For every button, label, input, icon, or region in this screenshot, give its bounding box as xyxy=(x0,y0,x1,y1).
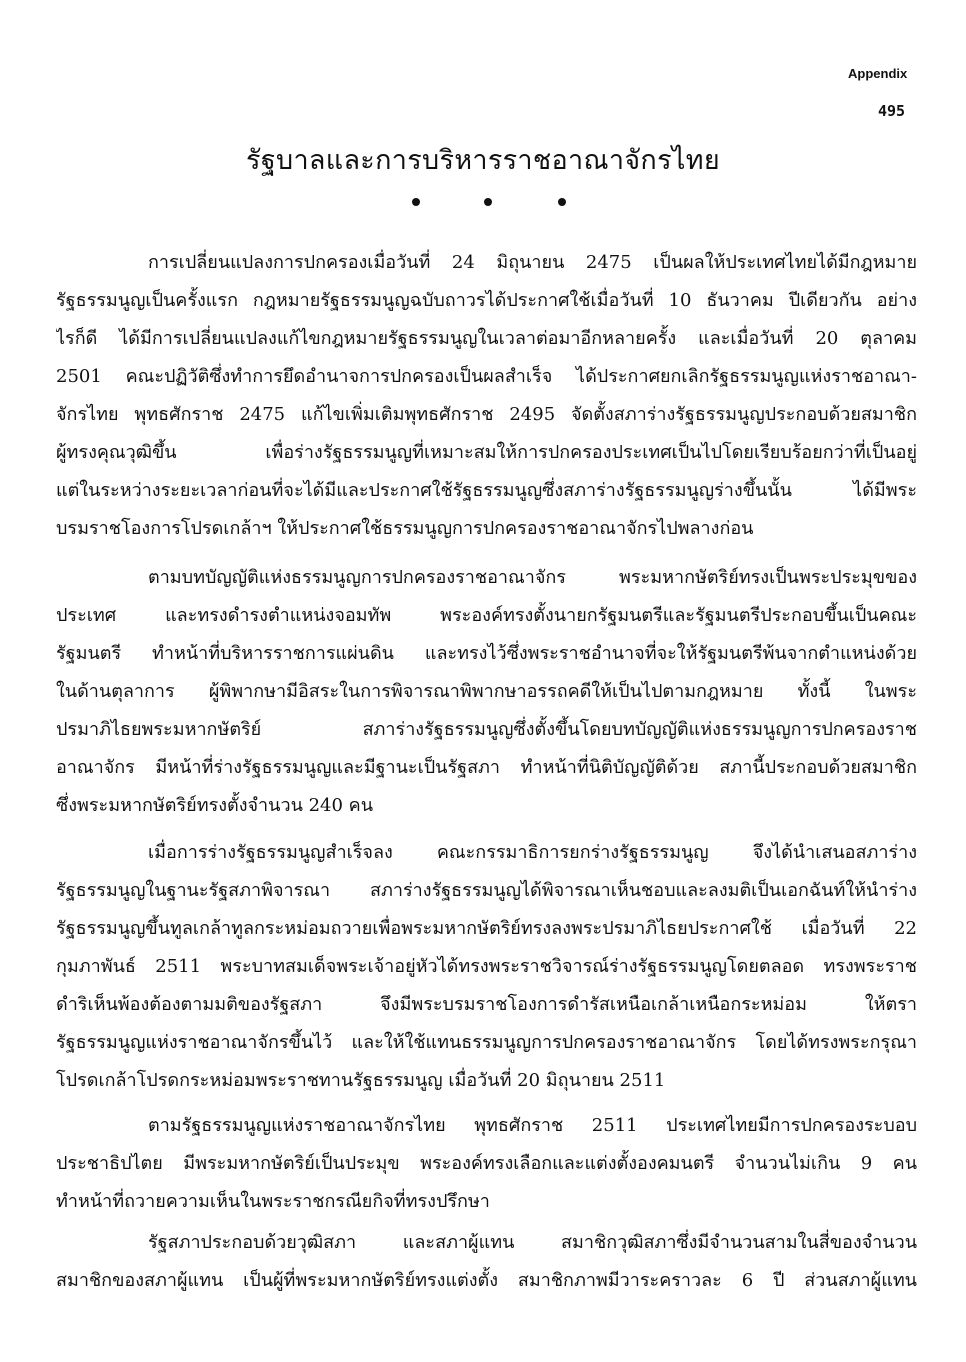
paragraph-1-line-5: จักรไทย พุทธศักราช 2475 แก้ไขเพิ่มเติมพุทธศักราช 2495 จัดตั้งสภาร่างรัฐธรรมนูญประกอบด้วยสมาชิก xyxy=(56,404,917,425)
paragraph-2-line-2: ประเทศ และทรงดำรงตำแหน่งจอมทัพ พระองค์ทรงตั้งนายกรัฐมนตรีและรัฐมนตรีประกอบขึ้นเป็นคณะ xyxy=(56,605,917,626)
paragraph-2-line-3: รัฐมนตรี ทำหน้าที่บริหารราชการแผ่นดิน และทรงไว้ซึ่งพระราชอำนาจที่จะให้รัฐมนตรีพ้นจากตำแหน่งด้วย xyxy=(56,643,917,664)
paragraph-1-line-2: รัฐธรรมนูญเป็นครั้งแรก กฎหมายรัฐธรรมนูญฉบับถาวรได้ประกาศใช้เมื่อวันที่ 10 ธันวาคม ปีเดียวกัน อย่าง xyxy=(56,290,917,311)
paragraph-3-line-6: รัฐธรรมนูญแห่งราชอาณาจักรขึ้นไว้ และให้ใช้แทนธรรมนูญการปกครองราชอาณาจักร โดยได้ทรงพระกรุณา xyxy=(56,1032,917,1053)
paragraph-1-line-6: ผู้ทรงคุณวุฒิขึ้น เพื่อร่างรัฐธรรมนูญที่เหมาะสมให้การปกครองประเทศเป็นไปโดยเรียบร้อยกว่าที่เป็นอยู่ xyxy=(56,442,917,463)
paragraph-2-line-1: ตามบทบัญญัติแห่งธรรมนูญการปกครองราชอาณาจักร พระมหากษัตริย์ทรงเป็นพระประมุขของ xyxy=(148,567,917,588)
paragraph-3-line-7: โปรดเกล้าโปรดกระหม่อมพระราชทานรัฐธรรมนูญ เมื่อวันที่ 20 มิถุนายน 2511 xyxy=(56,1070,666,1091)
paragraph-3-line-1: เมื่อการร่างรัฐธรรมนูญสำเร็จลง คณะกรรมาธิการยกร่างรัฐธรรมนูญ จึงได้นำเสนอสภาร่าง xyxy=(148,842,917,863)
page-number: 495 xyxy=(878,102,906,120)
paragraph-5-line-1: รัฐสภาประกอบด้วยวุฒิสภา และสภาผู้แทน สมาชิกวุฒิสภาซึ่งมีจำนวนสามในสี่ของจำนวน xyxy=(148,1232,917,1253)
page-title: รัฐบาลและการบริหารราชอาณาจักรไทย xyxy=(246,145,720,176)
paragraph-1-line-8: บรมราชโองการโปรดเกล้าฯ ให้ประกาศใช้ธรรมนูญการปกครองราชอาณาจักรไปพลางก่อน xyxy=(56,518,754,539)
paragraph-3-line-4: กุมภาพันธ์ 2511 พระบาทสมเด็จพระเจ้าอยู่หัวได้ทรงพระราชวิจารณ์ร่างรัฐธรรมนูญโดยตลอด ทรงพระราช xyxy=(56,956,917,977)
paragraph-2-line-7: ซึ่งพระมหากษัตริย์ทรงตั้งจำนวน 240 คน xyxy=(56,795,374,816)
appendix-label: Appendix xyxy=(848,66,908,81)
paragraph-2-line-6: อาณาจักร มีหน้าที่ร่างรัฐธรรมนูญและมีฐานะเป็นรัฐสภา ทำหน้าที่นิติบัญญัติด้วย สภานี้ประกอบด้วยสมาชิก xyxy=(56,757,917,778)
paragraph-1-line-7: แต่ในระหว่างระยะเวลาก่อนที่จะได้มีและประกาศใช้รัฐธรรมนูญซึ่งสภาร่างรัฐธรรมนูญร่างขึ้นนั้น ได้มีพระ xyxy=(56,480,917,501)
paragraph-3-line-3: รัฐธรรมนูญขึ้นทูลเกล้าทูลกระหม่อมถวายเพื่อพระมหากษัตริย์ทรงลงพระปรมาภิไธยประกาศใช้ เมื่อวันที่ 22 xyxy=(56,918,917,939)
separator-dot xyxy=(484,198,492,206)
separator-dot xyxy=(558,198,566,206)
paragraph-2-line-5: ปรมาภิไธยพระมหากษัตริย์ สภาร่างรัฐธรรมนูญซึ่งตั้งขึ้นโดยบทบัญญัติแห่งธรรมนูญการปกครองราช xyxy=(56,719,917,740)
paragraph-5-line-2: สมาชิกของสภาผู้แทน เป็นผู้ที่พระมหากษัตริย์ทรงแต่งตั้ง สมาชิกภาพมีวาระคราวละ 6 ปี ส่วนสภาผู้แทน xyxy=(56,1270,917,1291)
paragraph-1-line-3: ไรก็ดี ได้มีการเปลี่ยนแปลงแก้ไขกฎหมายรัฐธรรมนูญในเวลาต่อมาอีกหลายครั้ง และเมื่อวันที่ 20 ตุลาคม xyxy=(56,328,917,349)
section-separator xyxy=(0,198,966,218)
paragraph-4-line-3: ทำหน้าที่ถวายความเห็นในพระราชกรณียกิจที่ทรงปรึกษา xyxy=(56,1191,490,1212)
paragraph-3-line-5: ดำริเห็นพ้องต้องตามมติของรัฐสภา จึงมีพระบรมราชโองการดำรัสเหนือเกล้าเหนือกระหม่อม ให้ตรา xyxy=(56,994,917,1015)
paragraph-1-line-1: การเปลี่ยนแปลงการปกครองเมื่อวันที่ 24 มิถุนายน 2475 เป็นผลให้ประเทศไทยได้มีกฎหมาย xyxy=(148,252,917,273)
paragraph-4-line-2: ประชาธิปไตย มีพระมหากษัตริย์เป็นประมุข พระองค์ทรงเลือกและแต่งตั้งองคมนตรี จำนวนไม่เกิน 9 คน xyxy=(56,1153,917,1174)
paragraph-4-line-1: ตามรัฐธรรมนูญแห่งราชอาณาจักรไทย พุทธศักราช 2511 ประเทศไทยมีการปกครองระบอบ xyxy=(148,1115,917,1136)
separator-dot xyxy=(412,198,420,206)
paragraph-1-line-4: 2501 คณะปฏิวัติซึ่งทำการยึดอำนาจการปกครองเป็นผลสำเร็จ ได้ประกาศยกเลิกรัฐธรรมนูญแห่งราชอาณา- xyxy=(56,366,917,387)
paragraph-3-line-2: รัฐธรรมนูญในฐานะรัฐสภาพิจารณา สภาร่างรัฐธรรมนูญได้พิจารณาเห็นชอบและลงมติเป็นเอกฉันท์ให้นำร่าง xyxy=(56,880,917,901)
paragraph-2-line-4: ในด้านตุลาการ ผู้พิพากษามีอิสระในการพิจารณาพิพากษาอรรถคดีให้เป็นไปตามกฎหมาย ทั้งนี้ ในพระ xyxy=(56,681,917,702)
